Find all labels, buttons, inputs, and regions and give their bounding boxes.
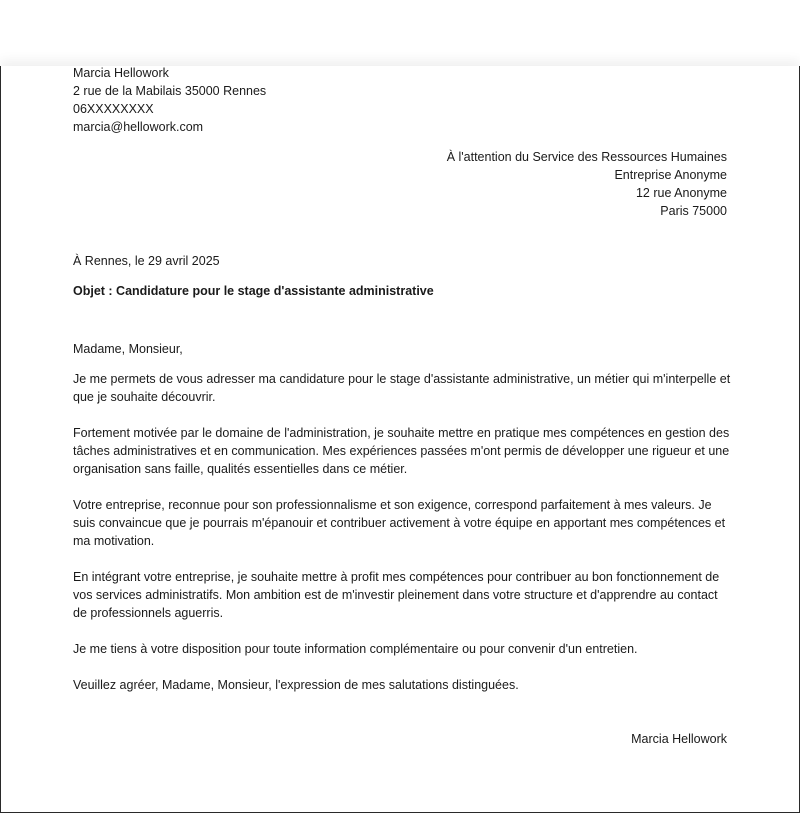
recipient-street: 12 rue Anonyme (635, 186, 727, 200)
paragraph-intro: Je me permets de vous adresser ma candidature pour le stage d'assistante administrative, un métier qui m'interpelle et que je souhaite découvrir. (73, 372, 731, 404)
sender-email: marcia@hellowork.com (73, 120, 204, 134)
letter-page (0, 66, 800, 813)
paragraph-company: Votre entreprise, reconnue pour son professionnalisme et son exigence, correspond parfaitement à mes valeurs. Je suis convaincue que je pourrais m'épanouir et contribuer activement à votre équipe en apportant mes compétences et ma motivation. (73, 498, 726, 548)
paragraph-motivation: Fortement motivée par le domaine de l'administration, je souhaite mettre en pratique mes compétences en gestion des tâches administratives et en communication. Mes expériences passées m'ont permis de développer une rigueur et une organisation sans faille, qualités essentielles dans ce métier. (73, 426, 730, 476)
sender-address: 2 rue de la Mabilais 35000 Rennes (73, 84, 267, 98)
sender-name: Marcia Hellowork (73, 66, 169, 80)
recipient-company: Entreprise Anonyme (614, 168, 727, 182)
sender-phone: 06XXXXXXXX (73, 102, 154, 116)
paragraph-ambition: En intégrant votre entreprise, je souhaite mettre à profit mes compétences pour contribuer au bon fonctionnement de vos services administratifs. Mon ambition est de m'investir pleinement dans votre structure et d'apprendre au contact de professionnels aguerris. (73, 570, 720, 620)
subject-line: Objet : Candidature pour le stage d'assistante administrative (73, 284, 434, 298)
recipient-block (447, 148, 727, 220)
recipient-city: Paris 75000 (660, 204, 727, 218)
paragraph-availability: Je me tiens à votre disposition pour toute information complémentaire ou pour convenir d'un entretien. (73, 642, 638, 656)
recipient-attention: À l'attention du Service des Ressources Humaines (446, 150, 727, 164)
salutation: Madame, Monsieur, (73, 342, 183, 356)
top-blank-area (0, 0, 800, 66)
place-date: À Rennes, le 29 avril 2025 (73, 254, 220, 268)
paragraph-closing: Veuillez agréer, Madame, Monsieur, l'expression de mes salutations distinguées. (73, 678, 519, 692)
signature: Marcia Hellowork (631, 732, 727, 746)
